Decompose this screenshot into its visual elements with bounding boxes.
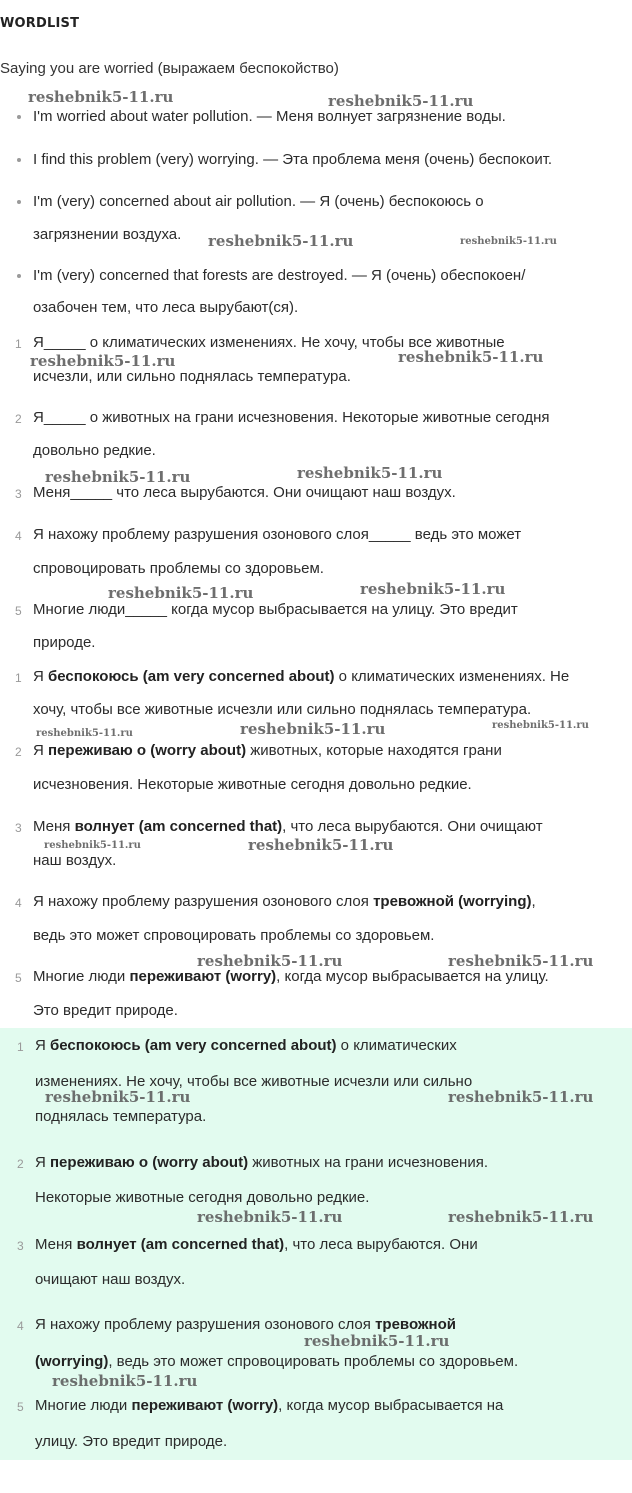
task-number: 3	[15, 487, 22, 501]
watermark: reshebnik5-11.ru	[30, 352, 176, 370]
answer-line: хочу, чтобы все животные исчезли или сильно поднялась температура.	[33, 701, 532, 718]
answer-line: поднялась температура.	[35, 1108, 207, 1125]
answer-number: 1	[15, 671, 22, 685]
phrase-line: I'm worried about water pollution. — Меня волнует загрязнение воды.	[33, 108, 506, 125]
task-number: 4	[15, 529, 22, 543]
answer-line: ведь это может спровоцировать проблемы со здоровьем.	[33, 927, 435, 944]
answer-number: 4	[17, 1319, 24, 1333]
watermark: reshebnik5-11.ru	[492, 720, 589, 731]
task-line: природе.	[33, 634, 96, 651]
answer-line: очищают наш воздух.	[35, 1271, 186, 1288]
watermark: reshebnik5-11.ru	[52, 1372, 198, 1390]
answer-line: Меня волнует (am concerned that), что леса вырубаются. Они очищают	[33, 818, 543, 835]
answer-line: Многие люди переживают (worry), когда мусор выбрасывается на улицу.	[33, 968, 549, 985]
watermark: reshebnik5-11.ru	[248, 836, 394, 854]
watermark: reshebnik5-11.ru	[208, 232, 354, 250]
task-line: Я нахожу проблему разрушения озонового слоя_____ ведь это может	[33, 526, 522, 543]
task-number: 1	[15, 337, 22, 351]
bullet-dot	[17, 115, 21, 119]
phrase-line: загрязнении воздуха.	[33, 226, 182, 243]
watermark: reshebnik5-11.ru	[44, 840, 141, 851]
answer-line: исчезновения. Некоторые животные сегодня довольно редкие.	[33, 776, 472, 793]
section-heading: WORDLIST	[0, 16, 80, 31]
watermark: reshebnik5-11.ru	[304, 1332, 450, 1350]
answer-line: Я нахожу проблему разрушения озонового слоя тревожной (worrying),	[33, 893, 536, 910]
answer-line: Многие люди переживают (worry), когда мусор выбрасывается на	[35, 1397, 504, 1414]
watermark: reshebnik5-11.ru	[240, 720, 386, 738]
answer-line: Некоторые животные сегодня довольно редкие.	[35, 1189, 370, 1206]
answer-line: Я переживаю о (worry about) животных на грани исчезновения.	[35, 1154, 488, 1171]
phrase-line: I find this problem (very) worrying. — Эта проблема меня (очень) беспокоит.	[33, 151, 553, 168]
section-subtitle: Saying you are worried (выражаем беспокойство)	[0, 60, 339, 77]
task-line: Я_____ о климатических изменениях. Не хочу, чтобы все животные	[33, 334, 505, 351]
answer-line: Я беспокоюсь (am very concerned about) о климатических	[35, 1037, 457, 1054]
answer-line: (worrying), ведь это может спровоцировать проблемы со здоровьем.	[35, 1353, 519, 1370]
watermark: reshebnik5-11.ru	[328, 92, 474, 110]
task-line: исчезли, или сильно поднялась температура.	[33, 368, 351, 385]
answer-number: 3	[17, 1239, 24, 1253]
task-line: Я_____ о животных на грани исчезновения. Некоторые животные сегодня	[33, 409, 550, 426]
watermark: reshebnik5-11.ru	[360, 580, 506, 598]
watermark: reshebnik5-11.ru	[197, 1208, 343, 1226]
answer-line: Я беспокоюсь (am very concerned about) о климатических изменениях. Не	[33, 668, 570, 685]
watermark: reshebnik5-11.ru	[197, 952, 343, 970]
answer-number: 5	[17, 1400, 24, 1414]
task-line: Меня_____ что леса вырубаются. Они очищают наш воздух.	[33, 484, 456, 501]
answer-number: 2	[15, 745, 22, 759]
watermark: reshebnik5-11.ru	[297, 464, 443, 482]
task-line: Многие люди_____ когда мусор выбрасывается на улицу. Это вредит	[33, 601, 518, 618]
answer-number: 3	[15, 821, 22, 835]
phrase-line: I'm (very) concerned about air pollution. — Я (очень) беспокоюсь о	[33, 193, 484, 210]
bullet-dot	[17, 274, 21, 278]
watermark: reshebnik5-11.ru	[448, 1208, 594, 1226]
task-number: 5	[15, 604, 22, 618]
answer-number: 1	[17, 1040, 24, 1054]
phrase-line: I'm (very) concerned that forests are destroyed. — Я (очень) обеспокоен/	[33, 267, 526, 284]
answer-number: 4	[15, 896, 22, 910]
answer-line: Я переживаю о (worry about) животных, которые находятся грани	[33, 742, 502, 759]
watermark: reshebnik5-11.ru	[448, 1088, 594, 1106]
watermark: reshebnik5-11.ru	[45, 468, 191, 486]
watermark: reshebnik5-11.ru	[108, 584, 254, 602]
watermark: reshebnik5-11.ru	[448, 952, 594, 970]
answer-line: наш воздух.	[33, 852, 117, 869]
watermark: reshebnik5-11.ru	[36, 728, 133, 739]
phrase-line: озабочен тем, что леса вырубают(ся).	[33, 299, 299, 316]
watermark: reshebnik5-11.ru	[398, 348, 544, 366]
answer-line: Я нахожу проблему разрушения озонового слоя тревожной	[35, 1316, 456, 1333]
watermark: reshebnik5-11.ru	[460, 236, 557, 247]
bullet-dot	[17, 200, 21, 204]
watermark: reshebnik5-11.ru	[28, 88, 174, 106]
answer-line: Это вредит природе.	[33, 1002, 178, 1019]
watermark: reshebnik5-11.ru	[45, 1088, 191, 1106]
task-number: 2	[15, 412, 22, 426]
task-line: спровоцировать проблемы со здоровьем.	[33, 560, 324, 577]
bullet-dot	[17, 158, 21, 162]
answer-number: 2	[17, 1157, 24, 1171]
answer-number: 5	[15, 971, 22, 985]
answer-line: улицу. Это вредит природе.	[35, 1433, 228, 1450]
task-line: довольно редкие.	[33, 442, 156, 459]
answer-line: изменениях. Не хочу, чтобы все животные исчезли или сильно	[35, 1073, 473, 1090]
answer-line: Меня волнует (am concerned that), что леса вырубаются. Они	[35, 1236, 478, 1253]
